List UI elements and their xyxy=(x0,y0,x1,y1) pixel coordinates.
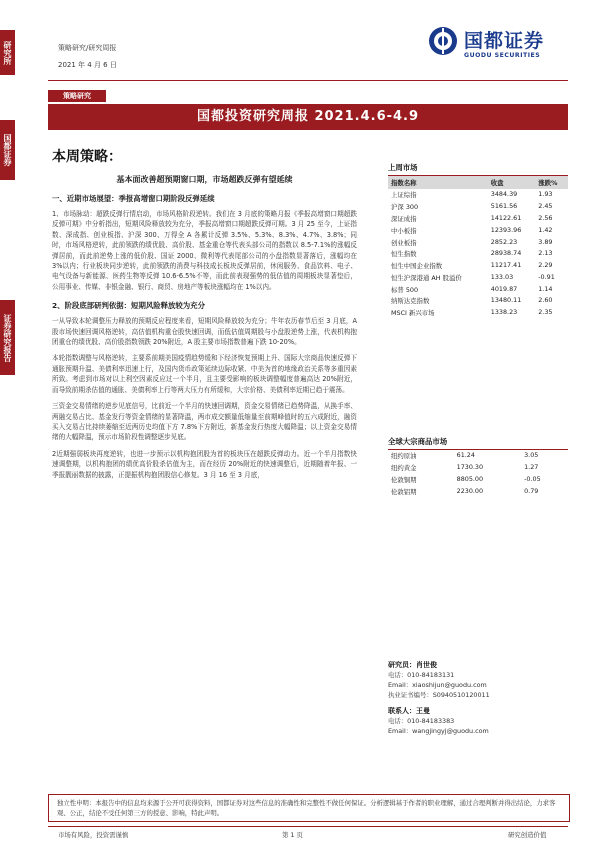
market-table-row xyxy=(388,201,568,213)
commodity-table-row xyxy=(388,485,568,497)
footer-left: 市场有风险，投资需谨慎 xyxy=(58,831,129,839)
section-2-title: 2、阶段底部研判依据：短期风险释放较为充分 xyxy=(52,301,205,311)
liaison-email[interactable]: Email：wangjingyj@guodu.com xyxy=(388,727,489,735)
liaison-phone: 电话：010-84183383 xyxy=(388,717,455,725)
paragraph-2: 一从导致本轮调整压力释放的预期反应程度来看，短期风险释放较为充分；牛年农历春节后至 3 月底，A 股市场快速回调风格逆转，高估值机构重仓股快速回调，而低估值周期股与小盘股逆势上涨，代表机构抱团重仓的绩优股、高价股指数领跌 20%附近，A 股主要市场指数普遍下跌 10-20%。 xyxy=(52,317,357,347)
market-table-cell: 纳斯达克指数 xyxy=(391,297,430,306)
market-table-cell: 28938.74 xyxy=(490,249,522,258)
market-table-cell: 标普 500 xyxy=(391,285,419,294)
market-title: 上周市场 xyxy=(388,162,568,176)
commodity-table-row xyxy=(388,450,568,462)
market-table-cell: 恒生中国企业指数 xyxy=(391,262,443,271)
commodity-table-cell: 1.27 xyxy=(524,463,539,472)
market-table-row xyxy=(388,283,568,295)
market-table-row xyxy=(388,236,568,248)
paragraph-5: 2近期强弱板块再度逆转，也进一步预示以机构抱团股为首的板块压在超跌反弹动力。近一个半月指数快速调整期，以机构抱团的绩优高价股杀估值为主，而在经历 20%附近的快速调整后，近期随着年报、一季报靓丽数据的披露，正提振机构抱团股信心修复。3 月 16 至 3 月底， xyxy=(52,449,357,479)
market-table-row xyxy=(388,189,568,201)
market-table-cell: MSCI 新兴市场 xyxy=(391,309,435,318)
commodity-table-cell: 2230.00 xyxy=(456,486,484,495)
market-table-row xyxy=(388,213,568,225)
market-table-cell: 2.60 xyxy=(538,296,553,305)
sidebar-label-institute: 研究所 xyxy=(0,30,15,75)
strategy-heading: 本周策略： xyxy=(52,149,122,165)
sidebar-label-company: 国都证券 xyxy=(0,120,15,180)
market-table-cell: 4019.87 xyxy=(490,284,518,293)
commodity-table-cell: 纽约黄金 xyxy=(391,464,417,473)
researcher-cert: 执业证书编号：S0940510120011 xyxy=(388,691,490,699)
footer-page-number: 第 1 页 xyxy=(282,831,303,839)
commodity-table-row xyxy=(388,462,568,474)
col-header-name: 指数名称 xyxy=(388,176,488,189)
report-date: 2021 年 4 月 6 日 xyxy=(58,61,117,69)
market-table-cell: 2.35 xyxy=(538,308,553,317)
market-table-cell: 2.29 xyxy=(538,261,553,270)
market-table-cell: 14122.61 xyxy=(490,213,522,222)
paragraph-3: 本轮指数调整与风格逆转，主要系前期美国疫情趋势缓和下经济恢复预期上升、国际大宗商品快速反弹下通胀预期升温、美债利率迅速上行，及国内货币政策延续边际收紧、中美为首的地缘政治关系等多重因素所致。考虑到市场对以上利空因素反应过一个半月，且主要受影响的板块调整幅度普遍高达 20%附近，而导致前期杀估值的通胀、美债利率上行等两大压力有所缓和，大宗价格、美债利率近期已趋于震荡。 xyxy=(52,354,357,394)
researcher-name: 研究员：肖世俊 xyxy=(388,661,437,669)
market-table-header xyxy=(388,176,568,189)
researcher-email[interactable]: Email：xiaoshijun@guodu.com xyxy=(388,681,487,689)
market-table-row xyxy=(388,295,568,307)
commodity-panel xyxy=(388,436,568,497)
market-table-cell: 1.93 xyxy=(538,190,553,199)
report-banner: 国都投资研究周报 2021.4.6-4.9 xyxy=(48,104,568,130)
market-table-cell: 11217.41 xyxy=(490,261,522,270)
col-header-close: 收盘 xyxy=(488,176,535,189)
company-logo xyxy=(428,22,548,68)
col-header-change: 涨跌% xyxy=(535,176,568,189)
market-table xyxy=(388,176,568,319)
strategy-subtitle: 基本面改善超预期窗口期，市场超跌反弹有望延续 xyxy=(116,175,293,184)
paragraph-4: 三资金交易情绪的逆步见底信号，比前近一个半月的快速回调期，资金交易情绪已趋势降温，从换手率、两融交易占比、基金发行等资金情绪的显著降温，两市成交额量低缩量至前期峰值时的五六成附近，融资买入交易占比持续萎缩至近两历史均值下方 7.8%下方附近，新基金发行热度大幅降温；以上资金交易情绪的大幅降温，预示市场阶段性调整逐步见底。 xyxy=(52,402,357,442)
market-table-cell: 恒生沪深港通 AH 股溢价 xyxy=(391,273,462,282)
paragraph-1: 1、市场脉动：超跌反弹行情启动，市场风格阶段逆转。我们在 3 月底的策略月报《季报高增窗口期超跌反弹可期》中分析指出，短期风险释放较为充分，季报高增窗口期超跌反弹可期。3 月 25 至今，上证指数、深成指、创业板指、沪深 300、万得全 A 各累计反弹 3.5%、5.3%、8.3%、4.7%、3.8%；同时，市场风格逆转，此前领跌的绩优股、高价股、基金重仓等代表头部公司的指数以 8.5-7.1%的涨幅反弹居前，而此前逆势上涨的低价股、国证 2000、微利等代表尾部公司的小盘指数显著落后，涨幅均在 3%以内；行业板块同步逆转，此前领跌的消费与科技成长板块反弹居前，休闲服务、食品饮料、电子、电气设备与新能源、医药生物等反弹 10.6-6.5%不等，而此前表现强势的低估值的周期板块显著垫后，公用事业、传媒、非银金融、银行、商贸、房地产等板块涨幅均在 1%以内。 xyxy=(52,210,357,291)
market-table-cell: 13480.11 xyxy=(490,296,522,305)
commodity-table-cell: 伦敦铝期 xyxy=(391,487,417,496)
market-table-cell: 恒生指数 xyxy=(391,250,417,259)
market-table-cell: 沪深 300 xyxy=(391,203,419,212)
commodity-table-cell: 伦敦铜期 xyxy=(391,475,417,484)
logo-text-cn: 国都证券 xyxy=(464,30,545,52)
market-table-row xyxy=(388,224,568,236)
market-table-cell: 2.45 xyxy=(538,202,553,211)
market-table-row xyxy=(388,260,568,272)
commodity-table-cell: 8805.00 xyxy=(456,474,484,483)
commodity-table-cell: 1730.30 xyxy=(456,463,484,472)
strategy-tag: 策略研究 xyxy=(48,90,106,102)
commodity-table-row xyxy=(388,474,568,486)
disclaimer-box: 独立性申明：本报告中的信息均来源于公开可获得资料，国都证券对这些信息的准确性和完整性不做任何保证。分析逻辑基于作者的职业理解，通过合理判断并得出结论，力求客观、公正，结论不受任何第三方的授意、影响，特此声明。 xyxy=(48,794,570,822)
market-table-cell: 1.42 xyxy=(538,225,553,234)
market-table-cell: 深证成指 xyxy=(391,214,417,223)
sidebar-label-report: 证券研究报告 xyxy=(0,300,15,375)
liaison-name: 联系人：王曼 xyxy=(388,707,430,715)
commodity-table-cell: 61.24 xyxy=(456,451,475,460)
commodity-table-cell: 0.79 xyxy=(524,486,539,495)
market-table-row xyxy=(388,271,568,283)
left-sidebar xyxy=(0,0,50,842)
market-table-cell: 3484.39 xyxy=(490,190,518,199)
market-table-cell: -0.91 xyxy=(538,272,555,281)
logo-text-en: GUODU SECURITIES xyxy=(464,52,541,59)
main-content xyxy=(52,146,357,486)
market-table-row xyxy=(388,307,568,319)
footer-divider xyxy=(48,826,568,827)
market-table-cell: 3.89 xyxy=(538,237,553,246)
market-table-cell: 2.56 xyxy=(538,213,553,222)
market-table-cell: 1.14 xyxy=(538,284,553,293)
market-table-cell: 2.13 xyxy=(538,249,553,258)
commodity-table-cell: 纽约原油 xyxy=(391,452,417,461)
commodity-table-cell: -0.05 xyxy=(524,474,541,483)
market-panel xyxy=(388,162,568,319)
report-category: 策略研究/研究周报 xyxy=(58,44,117,52)
market-table-cell: 中小板指 xyxy=(391,226,417,235)
market-table-cell: 2852.23 xyxy=(490,237,518,246)
market-table-cell: 上证综指 xyxy=(391,191,417,200)
market-table-cell: 12393.96 xyxy=(490,225,522,234)
header-divider xyxy=(48,80,568,81)
market-table-row xyxy=(388,248,568,260)
footer-right: 研究创造价值 xyxy=(508,831,547,839)
contact-panel xyxy=(388,660,568,736)
market-table-cell: 5161.56 xyxy=(490,202,518,211)
company-logo-icon xyxy=(428,26,458,56)
market-table-cell: 133.03 xyxy=(490,272,514,281)
commodity-table xyxy=(388,450,568,497)
market-table-cell: 1338.23 xyxy=(490,308,518,317)
section-1-title: 一、近期市场展望：季报高增窗口期阶段反弹延续 xyxy=(52,194,215,203)
commodity-table-cell: 3.05 xyxy=(524,451,539,460)
commodity-title: 全球大宗商品市场 xyxy=(388,436,568,450)
researcher-phone: 电话：010-84183131 xyxy=(388,671,455,679)
market-table-cell: 创业板指 xyxy=(391,238,417,247)
